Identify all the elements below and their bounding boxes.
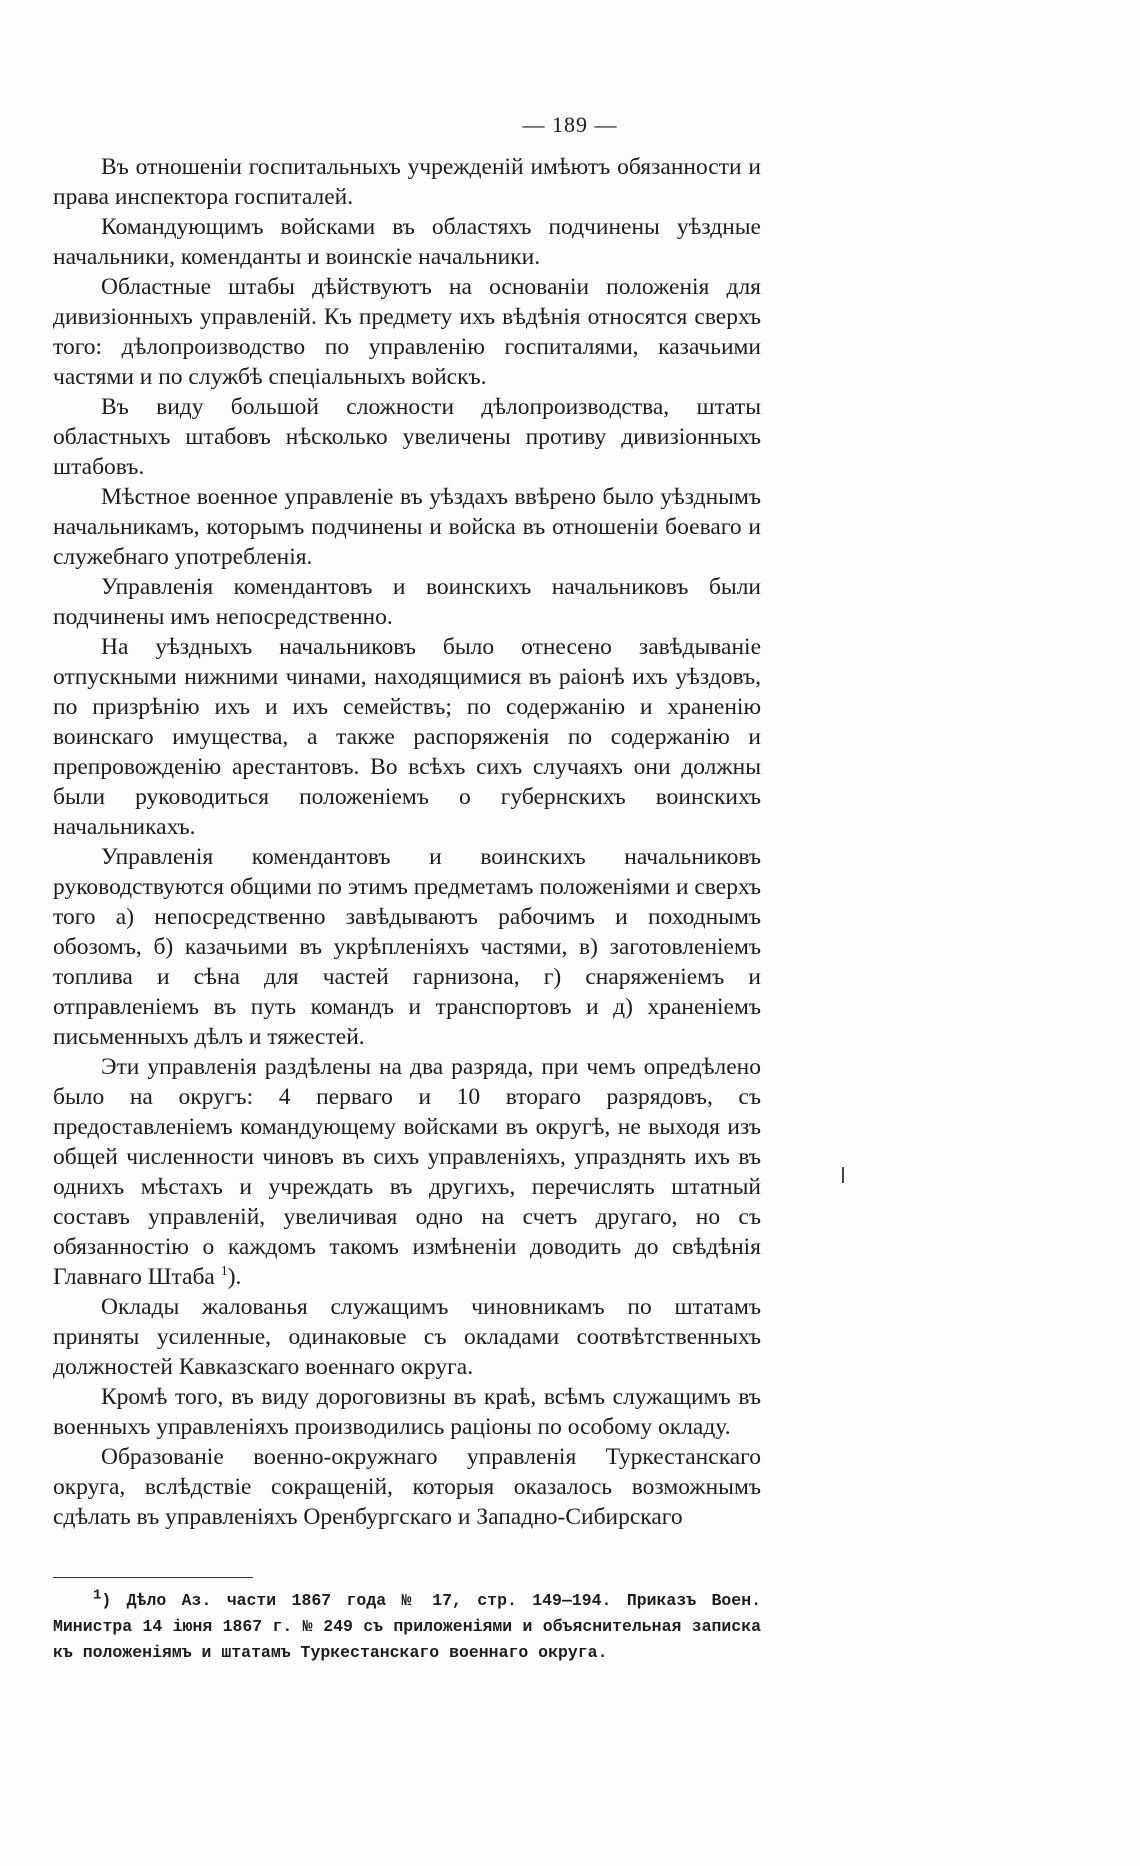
paragraph-text: Мѣстное военное управленіе въ уѣздахъ ввѣрено было уѣзднымъ начальникамъ, которымъ подчинены и войска въ отношеніи боеваго и служебнаго употребленія. bbox=[53, 484, 761, 570]
paragraph-text: Въ виду большой сложности дѣлопроизводства, штаты областныхъ штабовъ нѣсколько увеличены противу дивизіонныхъ штабовъ. bbox=[53, 394, 761, 480]
footnote-text: Дѣло Аз. части 1867 года № 17, стр. 149—194. Приказъ Воен. Министра 14 іюня 1867 г. № 249 съ приложеніями и объяснительная записка къ положеніямъ и штатамъ Туркестанскаго военнаго округа. bbox=[53, 1591, 761, 1662]
paragraph-text: Эти управленія раздѣлены на два разряда, при чемъ опредѣлено было на округъ: 4 перваго и 10 втораго разрядовъ, съ предоставленіемъ командующему войсками въ округѣ, не выходя изъ общей численности чиновъ въ сихъ управленіяхъ, упразднять ихъ въ однихъ мѣстахъ и учреждать въ другихъ, перечислять штатный составъ управленій, увеличивая одно на счетъ другаго, но съ обязанностію о каждомъ такомъ измѣненіи доводить до свѣдѣнія Главнаго Штаба bbox=[53, 1054, 761, 1290]
paragraph bbox=[53, 1292, 761, 1382]
paragraph bbox=[53, 632, 761, 842]
paragraph-text: Кромѣ того, въ виду дороговизны въ краѣ, всѣмъ служащимъ въ военныхъ управленіяхъ производились раціоны по особому окладу. bbox=[53, 1384, 761, 1440]
paragraph-text: Образованіе военно-окружнаго управленія Туркестанскаго округа, вслѣдствіе сокращеній, которыя оказалось возможнымъ сдѣлать въ управленіяхъ Оренбургскаго и Западно-Сибирскаго bbox=[53, 1444, 761, 1530]
footnote-bracket: ) bbox=[101, 1591, 112, 1610]
scan-artifact bbox=[842, 1167, 844, 1183]
paragraph bbox=[53, 1442, 761, 1532]
paragraph bbox=[53, 842, 761, 1052]
paragraph-text: Оклады жалованья служащимъ чиновникамъ по штатамъ приняты усиленные, одинаковые съ окладами соотвѣтственныхъ должностей Кавказскаго военнаго округа. bbox=[53, 1294, 761, 1380]
paragraph bbox=[53, 482, 761, 572]
body-text bbox=[53, 152, 761, 1532]
paragraph bbox=[53, 392, 761, 482]
paragraph-text: Командующимъ войсками въ областяхъ подчинены уѣздные начальники, коменданты и воинскіе начальники. bbox=[53, 214, 761, 270]
footnote-mark: 1 bbox=[93, 1587, 102, 1604]
paragraph bbox=[53, 272, 761, 392]
paragraph-text: На уѣздныхъ начальниковъ было отнесено завѣдываніе отпускными нижними чинами, находящимися въ раіонѣ ихъ уѣздовъ, по призрѣнію ихъ и ихъ семействъ; по содержанію и храненію воинскаго имущества, а также распоряженія по содержанію и препровожденію арестантовъ. Во всѣхъ сихъ случаяхъ они должны были руководиться положеніемъ о губернскихъ воинскихъ начальникахъ. bbox=[53, 634, 761, 840]
paragraph bbox=[53, 212, 761, 272]
paragraph bbox=[53, 1382, 761, 1442]
paragraph-text: Областные штабы дѣйствуютъ на основаніи положенія для дивизіонныхъ управленій. Къ предмету ихъ вѣдѣнія относятся сверхъ того: дѣлопроизводство по управленію госпиталями, казачьими частями и по службѣ спеціальныхъ войскъ. bbox=[53, 274, 761, 390]
paragraph-text: Управленія комендантовъ и воинскихъ начальниковъ руководствуются общими по этимъ предметамъ положеніями и сверхъ того а) непосредственно завѣдываютъ рабочимъ и походнымъ обозомъ, б) казачьими въ укрѣпленіяхъ частями, в) заготовленіемъ топлива и сѣна для частей гарнизона, г) снаряженіемъ и отправленіемъ въ путь командъ и транспортовъ и д) храненіемъ письменныхъ дѣлъ и тяжестей. bbox=[53, 844, 761, 1050]
footnote-divider bbox=[53, 1577, 253, 1578]
paragraph bbox=[53, 152, 761, 212]
paragraph-text: Управленія комендантовъ и воинскихъ начальниковъ были подчинены имъ непосредственно. bbox=[53, 574, 761, 630]
footnote-block bbox=[53, 1577, 761, 1666]
footnote bbox=[53, 1588, 761, 1666]
paragraph-text: Въ отношеніи госпитальныхъ учрежденій имѣютъ обязанности и права инспектора госпиталей. bbox=[53, 154, 761, 210]
footnote-reference[interactable]: 1 bbox=[220, 1264, 228, 1280]
paragraph bbox=[53, 1052, 761, 1292]
page-number: — 189 — bbox=[522, 112, 618, 137]
paragraph bbox=[53, 572, 761, 632]
paragraph-tail: ). bbox=[227, 1264, 242, 1290]
